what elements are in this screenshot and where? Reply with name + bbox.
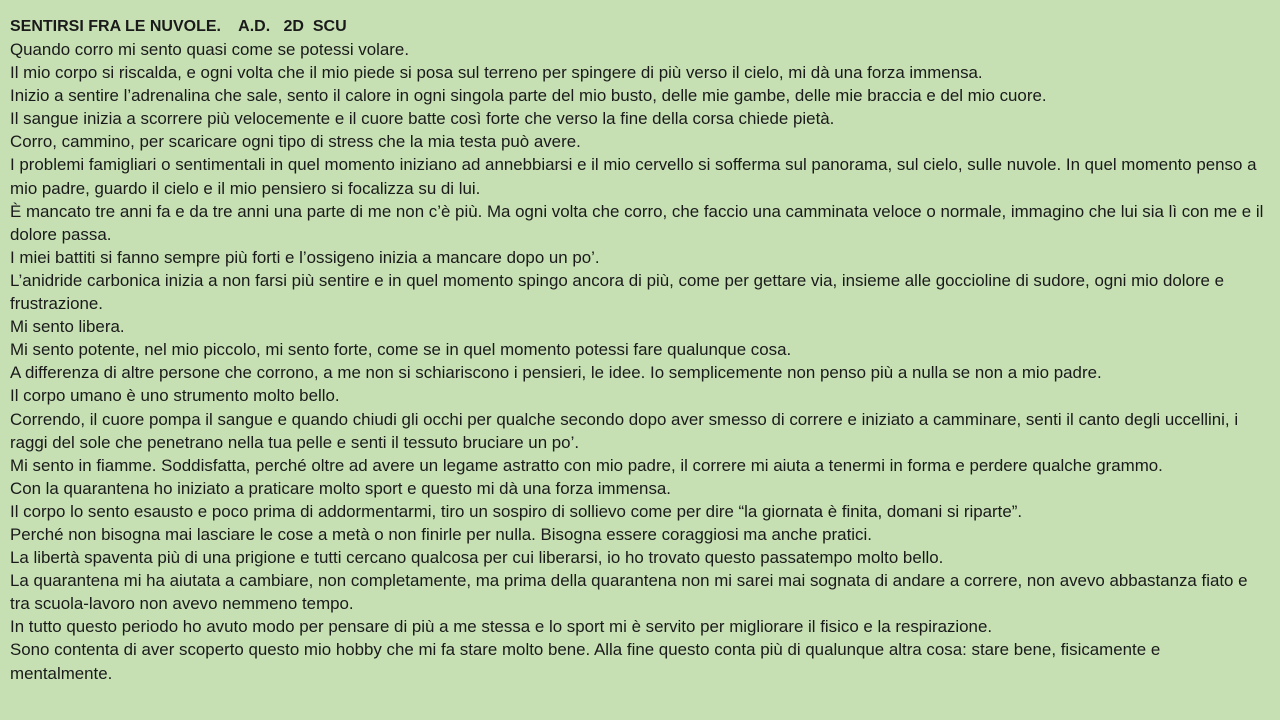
essay-paragraph: I problemi famigliari o sentimentali in quel momento iniziano ad annebbiarsi e il mio cervello si sofferma sul panorama, sul cielo, sulle nuvole. In quel momento penso a mio padre, guardo il cielo e il mio pensiero si focalizza su di lui.: [10, 155, 1257, 198]
essay-paragraph: Il sangue inizia a scorrere più velocemente e il cuore batte così forte che verso la fine della corsa chiede pietà.: [10, 109, 835, 129]
essay-paragraph: Correndo, il cuore pompa il sangue e quando chiudi gli occhi per qualche secondo dopo aver smesso di correre e iniziato a camminare, senti il canto degli uccellini, i raggi del sole che penetrano nella tua pelle e senti il tessuto bruciare un po’.: [10, 409, 1239, 452]
essay-paragraph: Mi sento potente, nel mio piccolo, mi sento forte, come se in quel momento potessi fare qualunque cosa.: [10, 340, 792, 360]
essay-paragraph: Mi sento in fiamme. Soddisfatta, perché oltre ad avere un legame astratto con mio padre, il correre mi aiuta a tenermi in forma e perdere qualche grammo.: [10, 455, 1163, 475]
essay-paragraph: L’anidride carbonica inizia a non farsi più sentire e in quel momento spingo ancora di più, come per gettare via, insieme alle goccioline di sudore, ogni mio dolore e frustrazione.: [10, 270, 1225, 314]
essay-paragraph: Sono contenta di aver scoperto questo mio hobby che mi fa stare molto bene. Alla fine questo conta più di qualunque altra cosa: stare bene, fisicamente e mentalmente.: [10, 640, 1161, 683]
essay-paragraph: Il mio corpo si riscalda, e ogni volta che il mio piede si posa sul terreno per spingere di più verso il cielo, mi dà una forza immensa.: [10, 63, 983, 83]
essay-paragraph: Con la quarantena ho iniziato a praticare molto sport e questo mi dà una forza immensa.: [10, 478, 671, 498]
essay-body: [10, 38, 1266, 685]
essay-paragraph: Inizio a sentire l’adrenalina che sale, sento il calore in ogni singola parte del mio busto, delle mie gambe, delle mie braccia e del mio cuore.: [10, 86, 1047, 106]
essay-paragraph: Il corpo umano è uno strumento molto bello.: [10, 386, 340, 406]
essay-paragraph: Mi sento libera.: [10, 317, 125, 337]
essay-paragraph: Quando corro mi sento quasi come se potessi volare.: [10, 40, 410, 59]
essay-title: SENTIRSI FRA LE NUVOLE. A.D. 2D SCU: [10, 18, 347, 35]
essay-paragraph: Il corpo lo sento esausto e poco prima di addormentarmi, tiro un sospiro di sollievo come per dire “la giornata è finita, domani si riparte”.: [10, 501, 1023, 521]
essay-paragraph: A differenza di altre persone che corrono, a me non si schiariscono i pensieri, le idee. Io semplicemente non penso più a nulla se non a mio padre.: [10, 363, 1102, 383]
essay-paragraph: In tutto questo periodo ho avuto modo per pensare di più a me stessa e lo sport mi è servito per migliorare il fisico e la respirazione.: [10, 617, 993, 637]
essay-paragraph: È mancato tre anni fa e da tre anni una parte di me non c’è più. Ma ogni volta che corro, che faccio una camminata veloce o normale, immagino che lui sia lì con me e il dolore passa.: [10, 201, 1264, 244]
essay-paragraph: I miei battiti si fanno sempre più forti e l’ossigeno inizia a mancare dopo un po’.: [10, 247, 600, 267]
essay-paragraph: Corro, cammino, per scaricare ogni tipo di stress che la mia testa può avere.: [10, 132, 581, 152]
essay-paragraph: La libertà spaventa più di una prigione e tutti cercano qualcosa per cui liberarsi, io ho trovato questo passatempo molto bello.: [10, 548, 944, 568]
essay-paragraph: Perché non bisogna mai lasciare le cose a metà o non finirle per nulla. Bisogna essere coraggiosi ma anche pratici.: [10, 524, 872, 544]
essay-paragraph: La quarantena mi ha aiutata a cambiare, non completamente, ma prima della quarantena non mi sarei mai sognata di andare a correre, non avevo abbastanza fiato e tra scuola-lavoro non avevo nemmeno tempo.: [10, 571, 1248, 614]
